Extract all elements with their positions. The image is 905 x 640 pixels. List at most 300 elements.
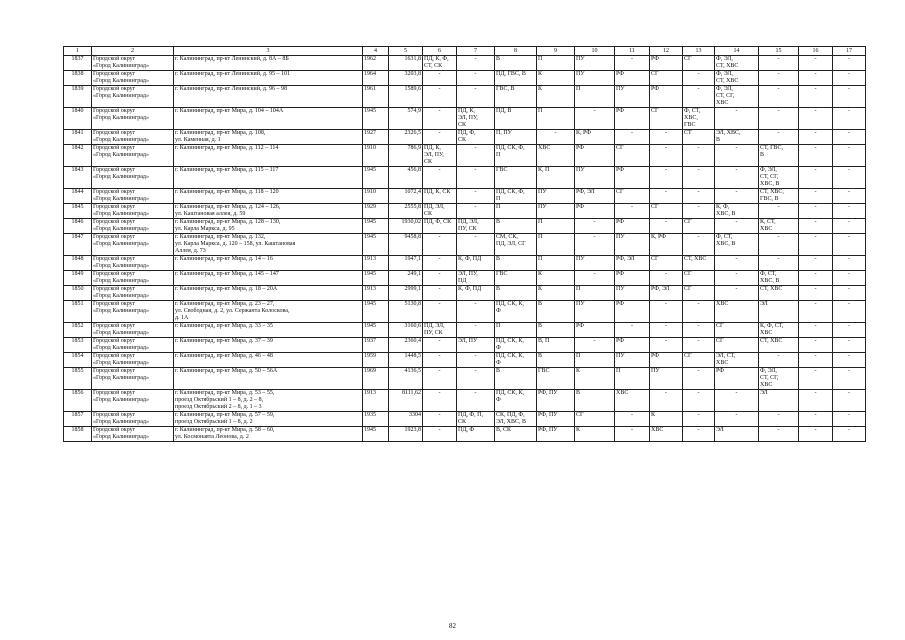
column-number-row: [64, 47, 866, 56]
table-cell: -: [759, 427, 799, 442]
table-cell: -: [683, 71, 715, 86]
table-cell: -: [799, 71, 833, 86]
table-cell: В: [495, 368, 537, 390]
table-cell: -: [833, 412, 866, 427]
table-cell: В: [495, 256, 537, 271]
table-cell: РФ: [715, 368, 759, 390]
table-cell: П: [575, 286, 615, 301]
table-cell: -: [759, 256, 799, 271]
table-cell: Ф, ЭЛ, СТ, ХВС: [715, 56, 759, 71]
table-cell: -: [799, 167, 833, 189]
table-cell: Городской округ «Город Калининград»: [92, 338, 174, 353]
table-cell: -: [615, 412, 650, 427]
table-cell: -: [833, 368, 866, 390]
table-cell: -: [423, 301, 457, 323]
table-cell: -: [833, 130, 866, 145]
table-cell: РФ: [615, 71, 650, 86]
table-cell: Городской округ «Город Калининград»: [92, 301, 174, 323]
table-cell: -: [683, 301, 715, 323]
table-cell: -: [423, 86, 457, 108]
table-cell: -: [650, 189, 683, 204]
table-cell: 1072,4: [389, 189, 423, 204]
table-cell: 1850: [64, 286, 92, 301]
table-cell: 1842: [64, 145, 92, 167]
table-row: [64, 108, 866, 130]
table-cell: ЭЛ, СТ, ХВС: [715, 353, 759, 368]
table-cell: -: [799, 234, 833, 256]
column-number-cell: 9: [537, 47, 575, 56]
table-cell: ПУ: [537, 189, 575, 204]
table-cell: 574,9: [389, 108, 423, 130]
table-cell: РФ, ЭЛ: [650, 286, 683, 301]
table-cell: 2999,1: [389, 286, 423, 301]
table-cell: П: [575, 353, 615, 368]
table-cell: -: [833, 390, 866, 412]
table-cell: РФ: [615, 219, 650, 234]
table-cell: 1448,5: [389, 353, 423, 368]
table-cell: К, РФ: [650, 234, 683, 256]
table-cell: К: [650, 412, 683, 427]
table-cell: -: [423, 71, 457, 86]
table-cell: -: [833, 145, 866, 167]
table-cell: -: [799, 368, 833, 390]
table-cell: -: [833, 338, 866, 353]
table-cell: РФ: [615, 271, 650, 286]
table-cell: -: [423, 167, 457, 189]
table-cell: Ф, СТ, ХВС, ГВС: [683, 108, 715, 130]
table-row: [64, 323, 866, 338]
table-row: [64, 286, 866, 301]
table-cell: г. Калининград, пр-кт Мира, д. 53 – 55, проезд Октябрьский 1 – 8, д. 2 – 8, проезд Октябрьский 2 – 8, д. 1 – 3: [174, 390, 363, 412]
table-cell: В: [495, 56, 537, 71]
table-cell: РФ, ПУ: [537, 390, 575, 412]
table-row: [64, 189, 866, 204]
table-cell: СТ, ХВС: [759, 338, 799, 353]
table-cell: г. Калининград, пр-кт Ленинский, д. 8А – 8Б: [174, 56, 363, 71]
table-cell: г. Калининград, пр-кт Мира, д. 145 – 147: [174, 271, 363, 286]
table-cell: -: [650, 323, 683, 338]
table-cell: -: [457, 145, 495, 167]
table-cell: -: [650, 219, 683, 234]
table-cell: ЭЛ, ХВС, В: [715, 130, 759, 145]
table-cell: 786,9: [389, 145, 423, 167]
table-cell: П: [495, 323, 537, 338]
column-number-cell: 3: [174, 47, 363, 56]
table-cell: К, СТ, ХВС: [759, 219, 799, 234]
table-cell: 1846: [64, 219, 92, 234]
column-number-cell: 7: [457, 47, 495, 56]
table-row: [64, 71, 866, 86]
table-cell: СГ: [715, 338, 759, 353]
table-cell: ПД, ГВС, В: [495, 71, 537, 86]
column-number-cell: 16: [799, 47, 833, 56]
table-cell: 1843: [64, 167, 92, 189]
table-cell: -: [650, 338, 683, 353]
table-cell: РФ, ПУ: [537, 412, 575, 427]
table-cell: -: [759, 130, 799, 145]
table-cell: СМ, СК, ПД, ЭЛ, СГ: [495, 234, 537, 256]
table-cell: г. Калининград, пр-кт Ленинский, д. 96 – 98: [174, 86, 363, 108]
table-cell: Городской округ «Город Калининград»: [92, 145, 174, 167]
table-cell: 1837: [64, 56, 92, 71]
table-cell: -: [833, 56, 866, 71]
table-cell: ПУ: [537, 204, 575, 219]
table-cell: -: [833, 286, 866, 301]
table-cell: -: [457, 368, 495, 390]
column-number-cell: 8: [495, 47, 537, 56]
table-row: [64, 301, 866, 323]
table-cell: г. Калининград, пр-кт Мира, д. 14 – 16: [174, 256, 363, 271]
column-number-cell: 4: [363, 47, 389, 56]
table-cell: г. Калининград, пр-кт Мира, д. 124 – 126, ул. Каштановая аллея, д. 59: [174, 204, 363, 219]
table-cell: ПД, СК, К, Ф: [495, 390, 537, 412]
table-cell: -: [799, 338, 833, 353]
table-cell: РФ: [575, 145, 615, 167]
table-cell: 1945: [363, 323, 389, 338]
table-cell: -: [457, 353, 495, 368]
table-cell: -: [650, 301, 683, 323]
table-cell: -: [423, 234, 457, 256]
table-cell: К: [537, 286, 575, 301]
table-cell: -: [423, 108, 457, 130]
table-cell: г. Калининград, пр-кт Мира, д. 118 – 120: [174, 189, 363, 204]
table-cell: -: [833, 256, 866, 271]
table-row: [64, 390, 866, 412]
table-cell: СК, ПД, Ф, ЭЛ, ХВС, В: [495, 412, 537, 427]
table-cell: -: [833, 108, 866, 130]
table-cell: -: [799, 353, 833, 368]
table-cell: г. Калининград, пр-кт Мира, д. 18 – 20А: [174, 286, 363, 301]
table-cell: Ф, СТ, ХВС, В: [759, 271, 799, 286]
table-row: [64, 338, 866, 353]
table-cell: г. Калининград, пр-кт Мира, д. 115 – 117: [174, 167, 363, 189]
table-cell: В: [575, 390, 615, 412]
table-cell: -: [833, 167, 866, 189]
table-cell: -: [423, 368, 457, 390]
table-cell: ПД, ЭЛ, ПУ, СК: [423, 323, 457, 338]
table-cell: -: [650, 130, 683, 145]
table-cell: К: [575, 368, 615, 390]
table-cell: -: [575, 108, 615, 130]
table-cell: -: [423, 130, 457, 145]
table-cell: г. Калининград, пр-кт Мира, д. 23 – 27, ул. Свободная, д. 2, ул. Сержанта Колоскова, д. 1А: [174, 301, 363, 323]
table-cell: РФ, ЭЛ: [575, 189, 615, 204]
table-cell: -: [423, 353, 457, 368]
table-cell: РФ: [650, 86, 683, 108]
table-cell: СГ: [715, 323, 759, 338]
table-cell: В: [537, 323, 575, 338]
table-cell: 1858: [64, 427, 92, 442]
table-cell: -: [759, 204, 799, 219]
table-cell: -: [457, 167, 495, 189]
table-row: [64, 271, 866, 286]
table-row: [64, 167, 866, 189]
table-cell: -: [759, 353, 799, 368]
table-cell: ПД, Ф, СК: [423, 219, 457, 234]
table-cell: 1849: [64, 271, 92, 286]
housing-register-table: [63, 46, 866, 442]
table-cell: РФ: [615, 338, 650, 353]
table-cell: ПД, ЭЛ, СК: [423, 204, 457, 219]
table-cell: РФ: [615, 167, 650, 189]
table-cell: СГ: [683, 271, 715, 286]
table-cell: -: [683, 189, 715, 204]
table-cell: В: [495, 219, 537, 234]
table-cell: 3160,6: [389, 323, 423, 338]
table-cell: ПУ: [615, 234, 650, 256]
table-cell: Городской округ «Город Калининград»: [92, 167, 174, 189]
table-cell: ПУ: [575, 256, 615, 271]
table-cell: П: [537, 256, 575, 271]
table-cell: -: [683, 167, 715, 189]
table-cell: -: [799, 56, 833, 71]
table-cell: -: [799, 189, 833, 204]
table-cell: -: [799, 390, 833, 412]
table-cell: -: [715, 390, 759, 412]
table-cell: -: [650, 145, 683, 167]
table-cell: ХВС: [650, 427, 683, 442]
table-cell: 1945: [363, 234, 389, 256]
table-cell: -: [833, 271, 866, 286]
table-cell: Городской округ «Город Калининград»: [92, 256, 174, 271]
table-cell: 1851: [64, 301, 92, 323]
table-cell: К: [575, 427, 615, 442]
table-cell: 456,8: [389, 167, 423, 189]
table-cell: -: [759, 71, 799, 86]
table-cell: ПД, СК, К, Ф: [495, 338, 537, 353]
table-row: [64, 130, 866, 145]
table-cell: СГ: [683, 56, 715, 71]
table-cell: -: [615, 56, 650, 71]
table-cell: СГ: [615, 189, 650, 204]
table-cell: -: [423, 412, 457, 427]
table-cell: 1855: [64, 368, 92, 390]
table-cell: ПД, ЭЛ, ПУ, СК: [457, 219, 495, 234]
table-cell: П, ПУ: [495, 130, 537, 145]
table-cell: В, СК: [495, 427, 537, 442]
table-cell: 1853: [64, 338, 92, 353]
table-cell: г. Калининград, пр-кт Мира, д. 37 – 39: [174, 338, 363, 353]
table-cell: 1838: [64, 71, 92, 86]
table-cell: ПУ: [575, 71, 615, 86]
table-cell: РФ: [615, 301, 650, 323]
table-cell: 1845: [64, 204, 92, 219]
table-cell: -: [575, 234, 615, 256]
table-cell: -: [833, 219, 866, 234]
table-cell: К, Ф, СТ, ХВС: [759, 323, 799, 338]
table-cell: ПД, СК, К, Ф: [495, 301, 537, 323]
table-cell: -: [423, 427, 457, 442]
table-cell: ПД, В: [495, 108, 537, 130]
column-number-cell: 2: [92, 47, 174, 56]
table-cell: СТ, ХВС, ГВС, В: [759, 189, 799, 204]
table-cell: 1969: [363, 368, 389, 390]
table-cell: г. Калининград, пр-кт Мира, д. 128 – 130, ул. Карла Маркса, д. 95: [174, 219, 363, 234]
table-row: [64, 412, 866, 427]
table-cell: -: [759, 234, 799, 256]
table-cell: В: [495, 286, 537, 301]
table-cell: -: [683, 427, 715, 442]
table-cell: ПУ: [575, 301, 615, 323]
table-cell: -: [457, 56, 495, 71]
table-cell: -: [799, 427, 833, 442]
table-cell: ПД, К, ЭЛ, ПУ, СК: [423, 145, 457, 167]
column-number-cell: 1: [64, 47, 92, 56]
table-cell: -: [799, 219, 833, 234]
table-cell: -: [683, 412, 715, 427]
table-cell: -: [715, 189, 759, 204]
table-cell: Ф, ЭЛ, СТ, СГ, ХВС: [715, 86, 759, 108]
table-cell: СГ: [650, 204, 683, 219]
table-cell: г. Калининград, пр-кт Мира, д. 104 – 104А: [174, 108, 363, 130]
table-cell: -: [799, 108, 833, 130]
table-cell: 2326,5: [389, 130, 423, 145]
table-cell: ПД, К, ЭЛ, ПУ, СК: [457, 108, 495, 130]
column-number-cell: 12: [650, 47, 683, 56]
table-cell: 1929: [363, 204, 389, 219]
table-cell: СГ: [650, 108, 683, 130]
table-cell: 5130,8: [389, 301, 423, 323]
table-cell: 1839: [64, 86, 92, 108]
table-cell: -: [799, 323, 833, 338]
table-cell: -: [833, 71, 866, 86]
table-cell: -: [715, 256, 759, 271]
table-cell: СГ: [683, 353, 715, 368]
table-cell: 1945: [363, 301, 389, 323]
table-cell: -: [759, 56, 799, 71]
table-cell: Городской округ «Город Калининград»: [92, 390, 174, 412]
table-cell: г. Калининград, пр-кт Мира, д. 112 – 114: [174, 145, 363, 167]
table-cell: РФ: [615, 108, 650, 130]
column-number-cell: 17: [833, 47, 866, 56]
table-cell: 1910: [363, 145, 389, 167]
table-cell: 3304: [389, 412, 423, 427]
table-cell: Городской округ «Город Калининград»: [92, 427, 174, 442]
table-cell: ПД, Ф: [457, 427, 495, 442]
table-cell: К, Ф, ПД: [457, 286, 495, 301]
table-cell: Городской округ «Город Калининград»: [92, 189, 174, 204]
table-cell: Городской округ «Город Калининград»: [92, 368, 174, 390]
table-cell: 1856: [64, 390, 92, 412]
table-cell: СГ: [650, 256, 683, 271]
table-cell: -: [457, 86, 495, 108]
table-cell: -: [799, 130, 833, 145]
table-cell: Городской округ «Город Калининград»: [92, 234, 174, 256]
table-cell: 1945: [363, 271, 389, 286]
table-cell: РФ: [575, 204, 615, 219]
table-cell: г. Калининград, пр-кт Мира, д. 46 – 48: [174, 353, 363, 368]
table-cell: СГ: [615, 145, 650, 167]
table-cell: -: [575, 338, 615, 353]
table-cell: -: [833, 189, 866, 204]
table-cell: -: [457, 189, 495, 204]
table-cell: 1947,1: [389, 256, 423, 271]
column-number-cell: 13: [683, 47, 715, 56]
table-cell: 1913: [363, 286, 389, 301]
table-row: [64, 353, 866, 368]
table-cell: ХВС: [715, 301, 759, 323]
table-row: [64, 256, 866, 271]
table-cell: 1848: [64, 256, 92, 271]
table-row: [64, 145, 866, 167]
table-cell: 249,1: [389, 271, 423, 286]
table-row: [64, 427, 866, 442]
table-cell: -: [683, 204, 715, 219]
table-cell: СТ, ХВС: [759, 286, 799, 301]
table-cell: -: [457, 71, 495, 86]
table-cell: П: [537, 108, 575, 130]
table-cell: г. Калининград, пр-кт Мира, д. 33 – 35: [174, 323, 363, 338]
table-cell: -: [575, 219, 615, 234]
table-cell: В: [537, 353, 575, 368]
table-cell: Городской округ «Город Калининград»: [92, 323, 174, 338]
table-cell: ХВС: [615, 390, 650, 412]
table-row: [64, 219, 866, 234]
table-cell: ХВС: [537, 145, 575, 167]
table-cell: 1847: [64, 234, 92, 256]
table-cell: -: [683, 86, 715, 108]
table-cell: 1913: [363, 256, 389, 271]
table-cell: К: [537, 86, 575, 108]
table-cell: -: [615, 204, 650, 219]
table-cell: П: [495, 204, 537, 219]
table-cell: Городской округ «Город Калининград»: [92, 286, 174, 301]
table-row: [64, 234, 866, 256]
table-cell: -: [457, 323, 495, 338]
table-cell: ЭЛ: [715, 427, 759, 442]
table-cell: -: [683, 234, 715, 256]
table-cell: ПУ: [575, 167, 615, 189]
table-cell: -: [650, 167, 683, 189]
table-cell: ПД, К, Ф, СТ, СК: [423, 56, 457, 71]
table-cell: 1852: [64, 323, 92, 338]
table-cell: -: [650, 390, 683, 412]
table-cell: -: [799, 412, 833, 427]
table-cell: 1937: [363, 338, 389, 353]
table-cell: РФ: [575, 323, 615, 338]
table-cell: -: [799, 256, 833, 271]
table-cell: -: [715, 145, 759, 167]
table-cell: Городской округ «Город Калининград»: [92, 86, 174, 108]
table-cell: П: [537, 234, 575, 256]
table-cell: -: [537, 130, 575, 145]
table-cell: 1840: [64, 108, 92, 130]
table-cell: К, Ф, ПД: [457, 256, 495, 271]
table-cell: -: [833, 204, 866, 219]
table-cell: 1935: [363, 412, 389, 427]
table-cell: -: [575, 271, 615, 286]
table-cell: Городской округ «Город Калининград»: [92, 271, 174, 286]
table-cell: -: [833, 86, 866, 108]
table-cell: -: [833, 323, 866, 338]
table-cell: ПУ: [615, 353, 650, 368]
table-cell: ПУ: [615, 86, 650, 108]
table-cell: г. Калининград, пр-кт Мира, д. 108, ул. Каменная, д. 1: [174, 130, 363, 145]
table-cell: г. Калининград, пр-кт Мира, д. 57 – 59, проезд Октябрьский 1 – 8, д. 2: [174, 412, 363, 427]
table-cell: -: [683, 338, 715, 353]
table-cell: ПД, СК, Ф, П: [495, 189, 537, 204]
table-cell: ГВС, В: [495, 86, 537, 108]
table-cell: П: [537, 56, 575, 71]
table-cell: -: [715, 167, 759, 189]
table-row: [64, 204, 866, 219]
table-cell: ПД, Ф, П, СК: [457, 412, 495, 427]
table-cell: 1631,8: [389, 56, 423, 71]
table-cell: ЭЛ, ПУ: [457, 338, 495, 353]
table-cell: 1927: [363, 130, 389, 145]
table-cell: 1910: [363, 189, 389, 204]
table-cell: РФ, ЭЛ: [615, 256, 650, 271]
